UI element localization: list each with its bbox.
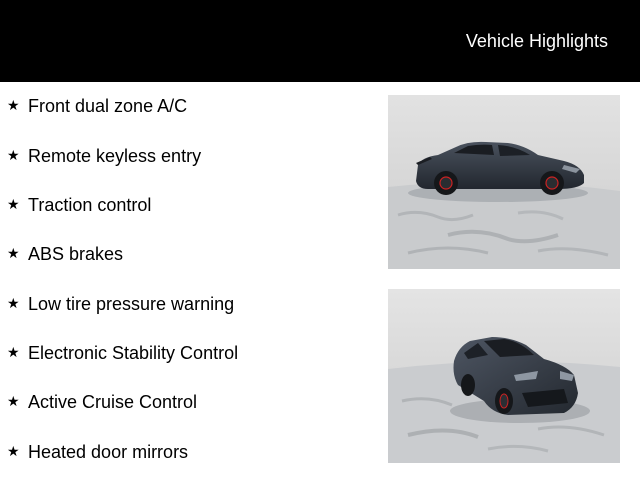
vehicle-photo-front [388,289,620,463]
star-icon: ★ [7,197,20,213]
feature-label: Electronic Stability Control [28,343,239,363]
feature-item [0,292,370,318]
feature-item [0,144,370,170]
star-icon: ★ [7,444,20,460]
feature-label: ABS brakes [28,244,124,264]
star-icon: ★ [7,296,20,312]
feature-item [0,94,370,120]
star-icon: ★ [7,98,20,114]
feature-label: Heated door mirrors [28,442,189,462]
star-icon: ★ [7,246,20,262]
feature-item [0,390,370,416]
star-icon: ★ [7,148,20,164]
star-icon: ★ [7,345,20,361]
page-title: Vehicle Highlights [465,31,608,51]
vehicle-photo-side [388,95,620,269]
feature-item [0,193,370,219]
feature-label: Active Cruise Control [28,392,198,412]
feature-label: Remote keyless entry [28,146,202,166]
feature-label: Traction control [28,195,152,215]
star-icon: ★ [7,394,20,410]
feature-label: Low tire pressure warning [28,294,235,314]
feature-item [0,242,370,268]
feature-item [0,440,370,466]
feature-label: Front dual zone A/C [28,96,188,116]
feature-item [0,341,370,367]
header-bar [0,0,640,82]
